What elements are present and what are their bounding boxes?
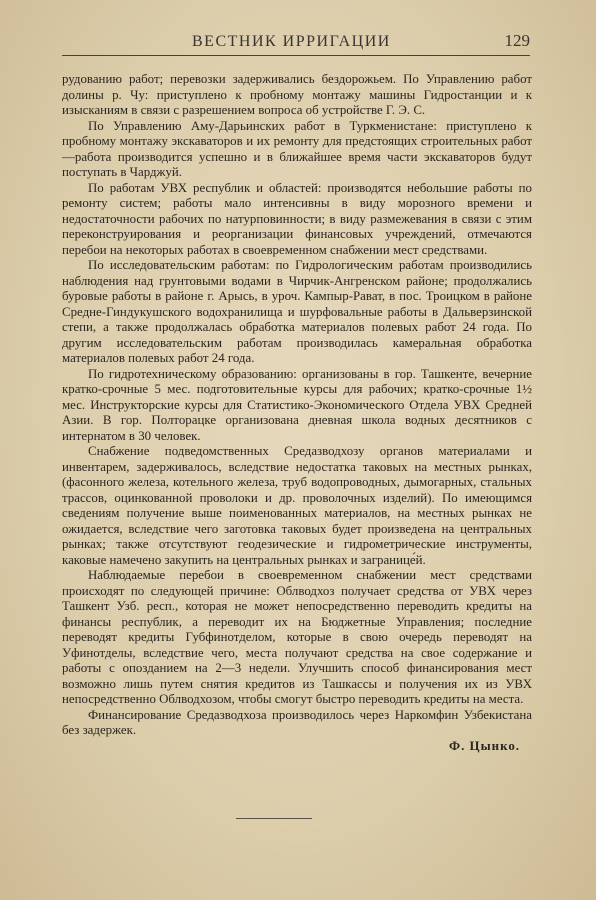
running-header — [62, 30, 530, 56]
article-body — [62, 72, 532, 754]
paragraph-funding-delays: Наблюдаемые перебои в своевременном снабжении мест средствами происходят по следующей причине: Облводхоз получает средства от УВХ через Ташкент Узб. респ., которая не может непосредственно переводить кредиты на финансы республик, а переводит их на Бюджетные Управления; последние переводят кредиты Губфинотделом, которые в свою очередь переводят на Уфинотделы, вследствие чего, места получают средства на свое содержание и работы с опозданием на 2—3 недели. Улучшить способ финансирования мест возможно лишь путем снятия кредитов из Ташкассы и получения их из УВХ непосредственно Облводхозом, чтобы смогут быстро переводить кредиты на места. — [62, 568, 532, 706]
paragraph-financing: Финансирование Средазводхоза производилось через Наркомфин Узбекистана без задержек. — [62, 707, 532, 737]
paragraph-research: По исследовательским работам: по Гидрологическим работам производились наблюдения над грунтовыми водами в Чирчик-Ангренском районе; продолжались буровые работы в районе г. Арысь, в уроч. Кампыр-Рават, в пос. Троицком в районе Средне-Гиндукушского водохранилища и шурфовальные работы в Дальверзинской степи, а также продолжалась обработка материалов полевых работ 24 года. По другим исследовательским работам производилась камеральная обработка материалов полевых работ 24 года. — [62, 258, 532, 365]
header-rule — [62, 55, 530, 56]
journal-title: ВЕСТНИК ИРРИГАЦИИ — [192, 33, 391, 50]
paragraph-continued: рудованию работ; перевозки задерживались бездорожьем. По Управлению работ долины р. Чу: приступлено к пробному монтажу машины Гидростанции и к изысканиям в связи с разрешением вопроса об устройстве Г. Э. С. — [62, 72, 532, 117]
paragraph-uvh-works: По работам УВХ республик и областей: производятся небольшие работы по ремонту систем; работы мало интенсивны в виду морозного времени и недостаточности рабочих по натурповинности; в виду размежевания в связи с этим переконструирования и реорганизации финансовых учреждений, отмечаются перебои на некоторых работах в своевременном снабжении мест средствами. — [62, 180, 532, 257]
end-rule — [236, 818, 312, 819]
page-number: 129 — [504, 31, 530, 50]
author-signature: Ф. Цынко. — [449, 738, 520, 753]
paragraph-amu-darya: По Управлению Аму-Дарьинских работ в Туркменистане: приступлено к пробному монтажу экскаваторов и их ремонту для предстоящих строительных работ—работа производится успешно и в ближайшее время части экскаваторов будут поступать в Чарджуй. — [62, 118, 532, 179]
paragraph-supply: Снабжение подведомственных Средазводхозу органов материалами и инвентарем, задерживалось, вследствие недостатка таковых на местных рынках, (фасонного железа, котельного железа, труб водопроводных, дымогарных, стальных трасcов, оцинкованной проволоки и др. проволочных изделий). По имеющимся сведениям получение выше поименованных материалов, на местных рынках не ожидается, вследствие чего заготовка таковых будет произведена на центральных рынках; также отсутствуют геодезические и гидрометрические инструменты, каковые намечено закупить на центральных рынках и загранице́й. — [62, 444, 532, 567]
paragraph-education: По гидротехническому образованию: организованы в гор. Ташкенте, вечерние кратко-срочные 5 мес. подготовительные курсы для рабочих; кратко-срочные 1½ мес. Инструкторские курсы для Статистико-Экономического Отдела УВХ Средней Азии. В гор. Полторацке организована дневная школа водных десятников с интернатом в 30 человек. — [62, 366, 532, 443]
